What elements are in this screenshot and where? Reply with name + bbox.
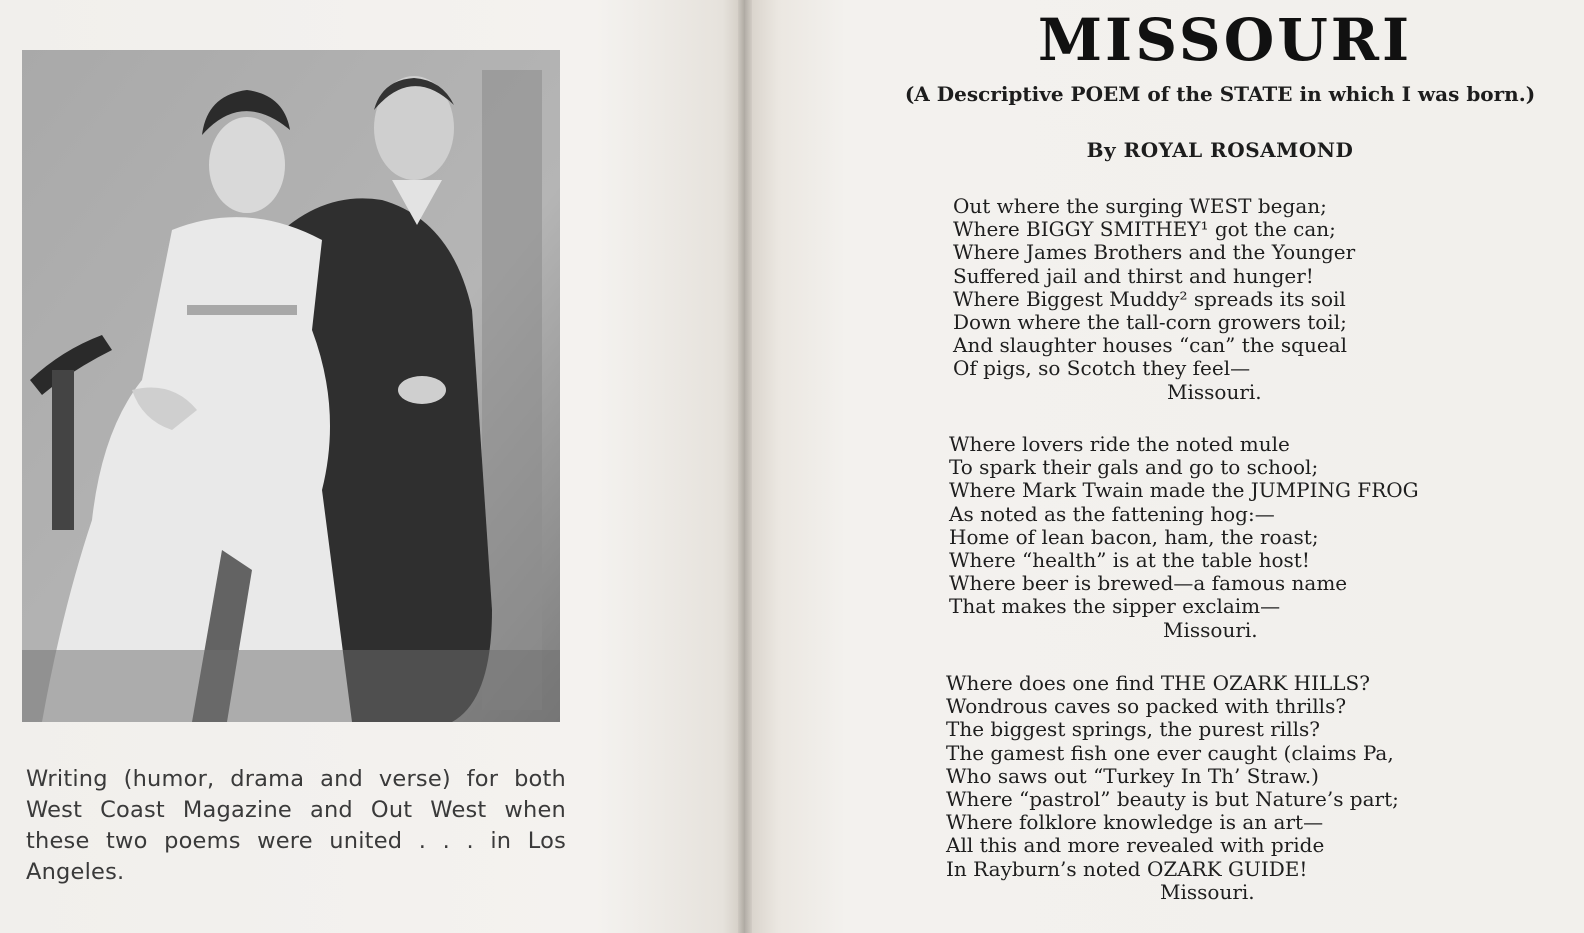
couple-photograph [22, 50, 560, 722]
poem-line: Who saws out “Turkey In Th’ Straw.) [946, 763, 1319, 788]
poem-subtitle: (A Descriptive POEM of the STATE in which I was born.) [904, 82, 1536, 106]
poem-line: Of pigs, so Scotch they feel— [953, 356, 1251, 381]
poem-line: Home of lean bacon, ham, the roast; [949, 524, 1319, 549]
poem-line: In Rayburn’s noted OZARK GUIDE! [946, 856, 1308, 881]
poem-line: Where James Brothers and the Younger [953, 240, 1356, 265]
poem-line: Where does one find THE OZARK HILLS? [946, 671, 1370, 695]
poem-line: Where “health” is at the table host! [949, 548, 1310, 573]
poem-line: The gamest fish one ever caught (claims Pa, [946, 740, 1394, 765]
poem-refrain: Missouri. [1160, 879, 1255, 904]
poem-refrain: Missouri. [1167, 379, 1262, 404]
photo-caption: Writing (humor, drama and verse) for both West Coast Magazine and Out West when these two poems were united . . . in Los Angeles. [26, 766, 566, 885]
poem-line: Where Mark Twain made the JUMPING FROG [949, 478, 1419, 503]
stanza-2 [949, 433, 1419, 642]
poem-refrain: Missouri. [1163, 617, 1258, 642]
stanza-1 [953, 195, 1355, 404]
poem-line: To spark their gals and go to school; [949, 455, 1319, 480]
poem-line: Where Biggest Muddy² spreads its soil [953, 286, 1346, 311]
poem-line: That makes the sipper exclaim— [949, 594, 1281, 619]
poem-line: Out where the surging WEST began; [953, 194, 1327, 218]
stanza-3 [946, 672, 1399, 904]
poem-line: Suffered jail and thirst and hunger! [953, 263, 1314, 288]
poem-line: Where folklore knowledge is an art— [946, 810, 1324, 835]
poem-line: Where “pastrol” beauty is but Nature’s part; [946, 787, 1399, 812]
poem-line: Down where the tall-corn growers toil; [953, 310, 1347, 335]
poem-line: All this and more revealed with pride [946, 833, 1325, 858]
poem-line: Where BIGGY SMITHEY¹ got the can; [953, 217, 1336, 242]
poem-line: The biggest springs, the purest rills? [946, 717, 1320, 742]
poem-line: And slaughter houses “can” the squeal [953, 333, 1347, 358]
poem-line: Wondrous caves so packed with thrills? [946, 694, 1347, 719]
book-gutter [738, 0, 752, 933]
poem-byline: By ROYAL ROSAMOND [1086, 138, 1354, 162]
poem-line: Where lovers ride the noted mule [949, 432, 1290, 456]
poem-line: Where beer is brewed—a famous name [949, 571, 1348, 596]
poem-title: MISSOURI [1037, 6, 1413, 74]
poem-line: As noted as the fattening hog:— [949, 501, 1275, 526]
